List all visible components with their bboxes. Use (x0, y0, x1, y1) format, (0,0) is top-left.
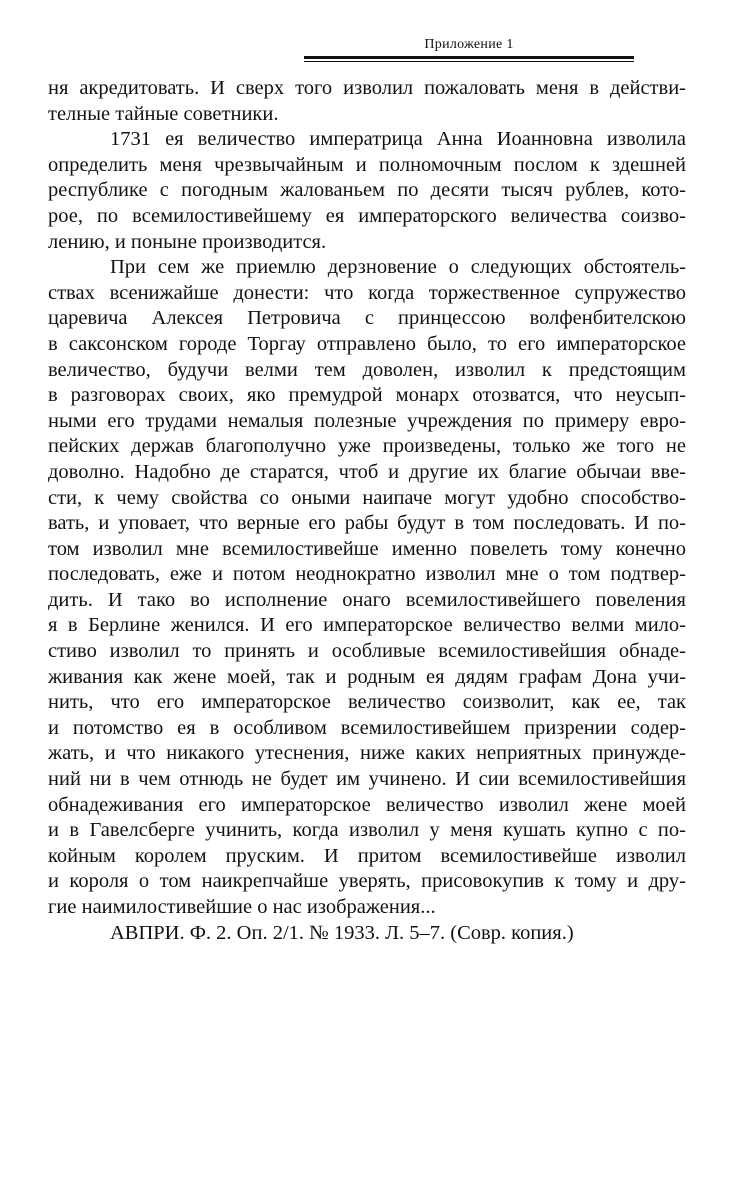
text-line: и короля о том наикрепчайше уверять, присовокупив к тому и дру- (48, 870, 686, 893)
text-line: величество, будучи велми тем доволен, изволил к предстоящим (48, 358, 686, 381)
text-line: дить. И тако во исполнение онаго всемилостивейшего повеления (48, 588, 686, 611)
text-line: в саксонском городе Торгау отправлено было, то его императорское (48, 332, 686, 355)
text-line: и потомство ея в особливом всемилостивейшем призрении содер- (48, 716, 686, 739)
citation-line: АВПРИ. Ф. 2. Оп. 2/1. № 1933. Л. 5–7. (Совр. копия.) (110, 921, 574, 944)
text-line: живания как жене моей, так и родным ея дядям графам Дона учи- (48, 665, 686, 688)
body-text (48, 76, 686, 946)
archival-citation (48, 921, 686, 947)
text-line: последовать, еже и потом неоднократно изволил мне о том подтвер- (48, 563, 686, 586)
text-line: рое, по всемилостивейшему ея императорского величества соизво- (48, 204, 686, 227)
text-line: республике с погодным жалованьем по десяти тысяч рублев, кото- (48, 179, 686, 202)
text-line: и в Гавелсберге учинить, когда изволил у меня кушать купно с по- (48, 819, 686, 842)
paragraph (48, 76, 686, 127)
running-head: Приложение 1 (424, 37, 514, 52)
text-line: обнадеживания его императорское величество изволил жене моей (48, 793, 686, 816)
text-line: в разговорах своих, яко премудрой монарх отозватся, что неусып- (48, 384, 686, 407)
text-line: стиво изволил то принять и особливые всемилостивейшия обнаде- (48, 640, 686, 663)
text-line: ня акредитовать. И сверх того изволил пожаловать меня в действи- (48, 77, 686, 99)
header-rule-thick (304, 56, 634, 59)
text-line: определить меня чрезвычайным и полномочным послом к здешней (48, 153, 686, 176)
text-line: ний ни в чем отнюдь не будет им учинено. И сии всемилостивейшия (48, 768, 686, 791)
text-line: жать, и что никакого утеснения, ниже каких неприятных принужде- (48, 742, 686, 765)
text-line: том изволил мне всемилостивейше именно повелеть тому конечно (48, 537, 686, 560)
text-line: койным королем пруским. И притом всемилостивейше изволил (48, 844, 686, 867)
text-line: сти, к чему свойства со оными наипаче могут удобно способство- (48, 486, 686, 509)
text-line: царевича Алексея Петровича с принцессою волфенбителскою (48, 307, 686, 330)
text-line: ными его трудами немалыя полезные учреждения по примеру евро- (48, 409, 686, 432)
text-line: лению, и поныне производится. (48, 230, 327, 253)
text-line: 1731 ея величество императрица Анна Иоанновна изволила (110, 128, 686, 151)
text-line: доволно. Надобно де старатся, чтоб и другие их благие обычаи вве- (48, 460, 686, 483)
text-line: При сем же приемлю дерзновение о следующих обстоятель- (110, 256, 686, 279)
paragraph (48, 127, 686, 255)
text-line: гие наимилостивейшие о нас изображения... (48, 896, 436, 918)
paragraph (48, 255, 686, 920)
header-rule-thin (304, 61, 634, 62)
text-line: я в Берлине женился. И его императорское величество велми мило- (48, 614, 686, 637)
text-line: вать, и уповает, что верные его рабы будут в том последовать. И по- (48, 512, 686, 535)
text-line: ствах всенижайше донести: что когда торжественное супружество (48, 281, 686, 304)
text-line: пейских держав благополучно уже произведены, только же того не (48, 435, 686, 458)
text-line: нить, что его императорское величество соизволит, как ее, так (48, 691, 686, 714)
text-line: телные тайные советники. (48, 102, 279, 125)
